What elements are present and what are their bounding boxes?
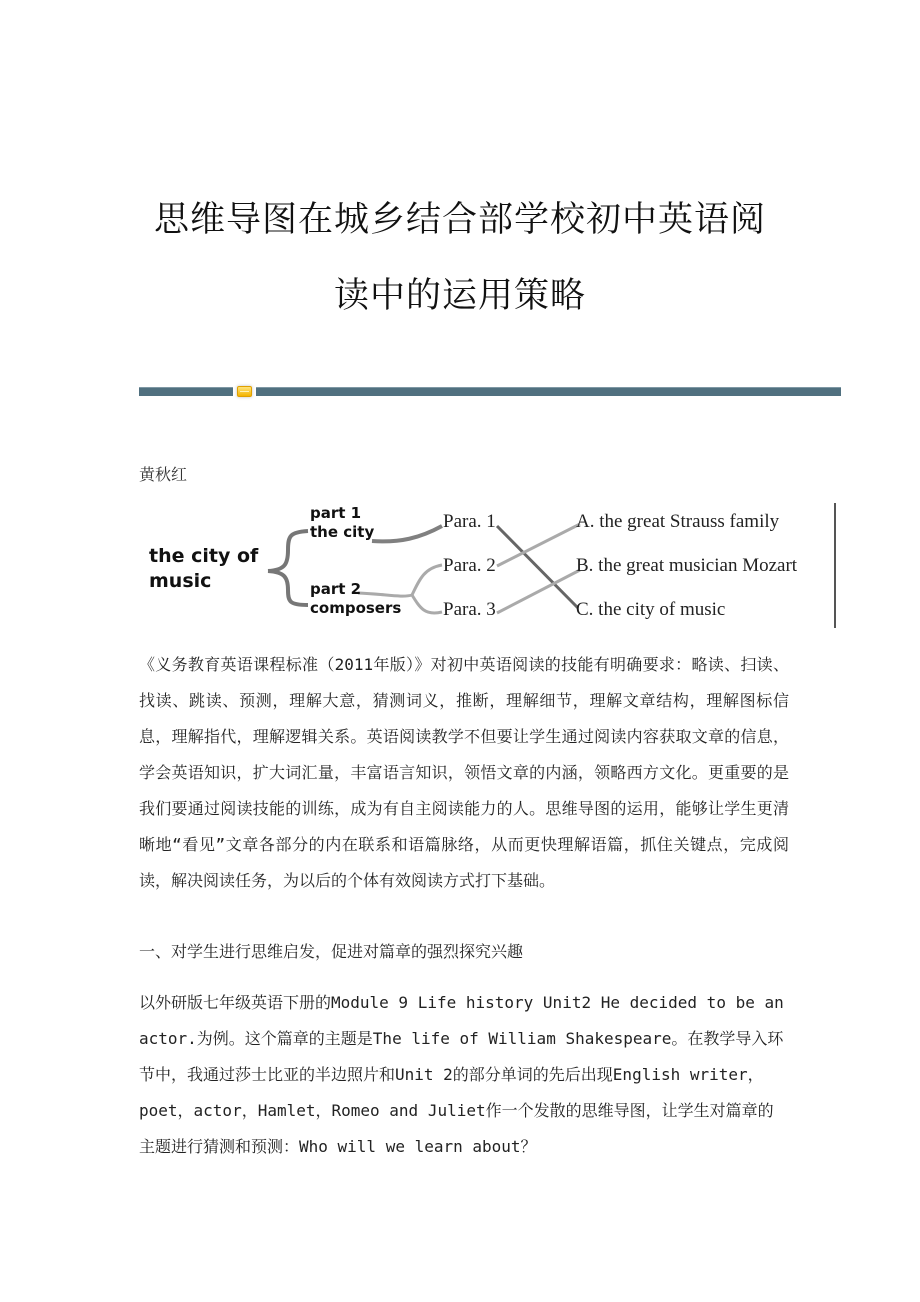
document-title-line-2: 读中的运用策略: [333, 276, 586, 316]
option-a-label: A. the great Strauss family: [576, 511, 780, 532]
root-label-line-1: the city of: [149, 545, 259, 567]
title-divider-right: [256, 387, 841, 396]
root-label-line-2: music: [149, 570, 212, 592]
option-c-label: C. the city of music: [576, 599, 726, 620]
part1-subtitle: the city: [310, 523, 375, 541]
part1-label: part 1: [310, 504, 362, 522]
mind-map-figure: [140, 498, 840, 633]
part2-label: part 2: [310, 580, 362, 598]
part2-subtitle: composers: [310, 599, 402, 617]
figure-frame-edge: [834, 503, 836, 628]
body-paragraph-2: 以外研版七年级英语下册的Module 9 Life history Unit2 He decided to be an actor.为例。这个篇章的主题是The life of William Shakespeare。在教学导入环节中，我通过莎士比亚的半边照片和Unit 2的部分单词的先后出现English writer，poet，actor，Hamlet，Romeo and Juliet作一个发散的思维导图，让学生对篇章的主题进行猜测和预测：Who will we learn about？: [139, 993, 784, 1156]
mind-map-root-node: [149, 544, 258, 594]
para-2-label: Para. 2: [443, 555, 496, 576]
divider-ornament-icon: [237, 386, 252, 397]
body-paragraph-1: 《义务教育英语课程标准（2011年版）》对初中英语阅读的技能有明确要求：略读、扫读、找读、跳读、预测，理解大意，猜测词义，推断，理解细节，理解文章结构，理解图标信息，理解指代，理解逻辑关系。英语阅读教学不但要让学生通过阅读内容获取文章的信息，学会英语知识，扩大词汇量，丰富语言知识，领悟文章的内涵，领略西方文化。更重要的是我们要通过阅读技能的训练，成为有自主阅读能力的人。思维导图的运用，能够让学生更清晰地“看见”文章各部分的内在联系和语篇脉络，从而更快理解语篇，抓住关键点，完成阅读，解决阅读任务，为以后的个体有效阅读方式打下基础。: [139, 655, 789, 890]
mind-map-part1-node: [310, 504, 374, 542]
para-3-label: Para. 3: [443, 599, 496, 620]
mind-map-part2-node: [310, 580, 401, 618]
section-heading-1: 一、对学生进行思维启发，促进对篇章的强烈探究兴趣: [139, 942, 524, 961]
document-title-line-1: 思维导图在城乡结合部学校初中英语阅: [153, 200, 766, 240]
para-1-label: Para. 1: [443, 511, 496, 532]
option-b-label: B. the great musician Mozart: [576, 555, 798, 576]
title-divider-left: [139, 387, 233, 396]
author-name: 黄秋红: [139, 465, 188, 484]
